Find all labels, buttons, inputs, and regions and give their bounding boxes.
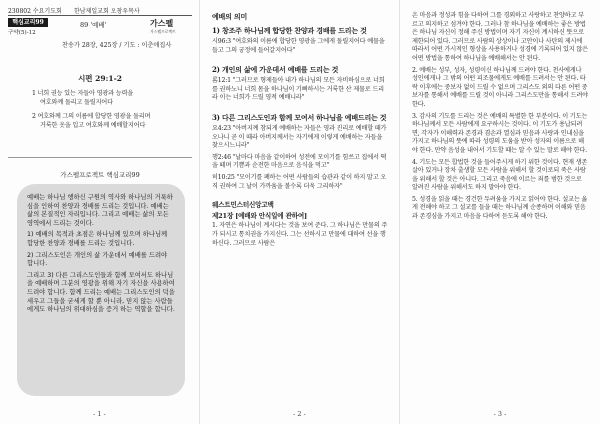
point-3-verse-3: 히10:25 "모이기를 폐하는 어떤 사람들의 습관과 같이 하지 말고 오직 권하여 그 날이 가까움을 볼수록 더욱 그리하자"	[212, 173, 387, 190]
service-date: 230802 수요기도회	[8, 8, 62, 15]
section-heading: 예배의 의미	[212, 12, 248, 21]
confession-paragraph-3: 3. 감사의 기도를 드리는 것은 예배의 특별한 한 부분이다. 이 기도는 하나님께서 모든 사람에게 요구하시는 것이다. 이 기도가 용납되려면, 각자가 이해력과 존경과 겸손과 열심과 믿음과 사랑과 인내심을 가지고 하나님의 뜻에 따라 성령의 도움을 받아 성자의 이름으로 해야 한다. 만약 음성을 내어서 기도할 때는 알 수 있는 말로 해야 한다.	[412, 112, 588, 154]
header-row	[8, 6, 192, 15]
point-2-verse: 롬12:1 "그러므로 형제들아 내가 하나님의 모든 자비하심으로 너희를 권하노니 너희 몸을 하나님이 기뻐하시는 거룩한 산 제물로 드리라 이는 너희가 드릴 영적 예배니라"	[212, 77, 385, 102]
logo-text: 가스펠	[150, 19, 174, 28]
catechism-point-3: 그리고 3) 다른 그리스도인들과 함께 모여서도 하나님을 예배하며 그분의 영광을 위해 자기 자신을 사용하여 드려야 합니다. 함께 드리는 예배는 그리스도인의 덕을 세우고 그들을 굳세게 할 뿐 아니라, 믿지 않는 사람들에게도 하나님의 위대하심을 증거 하는 역할을 합니다.	[27, 271, 175, 314]
point-3-verse-2: 행2:46 "날마다 마음을 같이하여 성전에 모이기를 힘쓰고 집에서 떡을 떼며 기쁨과 순전한 마음으로 음식을 먹고"	[212, 153, 387, 170]
hymn-line: 찬송가 28장, 425장 / 기도 : 이춘애집사	[62, 42, 172, 49]
confession-title: 웨스트민스터신앙고백	[212, 201, 274, 210]
section-divider	[8, 157, 192, 158]
page-3	[400, 0, 600, 424]
confession-text: 1. 자연은 하나님이 계시다는 것을 보여 준다. 그 하나님은 만물의 주가 되시고 통치권을 가지신다. 그는 선하시고 만물에 대하여 선을 행하신다. 그러므로 사람은	[212, 222, 388, 247]
scripture-reference: 시편 29:1-2	[78, 74, 122, 83]
header-divider	[8, 15, 192, 16]
page-3-content	[412, 12, 588, 225]
psalm-verse-2: 2 여호와께 그의 이름에 합당한 영광을 돌리며	[32, 113, 151, 121]
catechism-point-2: 2) 그리스도인은 개인의 삶 가운데서 예배를 드려야 합니다.	[27, 251, 168, 268]
confession-paragraph-5: 5. 성경을 읽을 때는 경건한 두려움을 가지고 읽어야 한다. 설교는 옳게 전해야 하고 그 설교를 들을 때는 하나님께 순종하며 이해와 믿음과 존경심을 가지고 마음을 다하여 듣도록 해야 한다.	[412, 195, 588, 221]
point-1-verse: 시96:3 "여호와의 이름에 합당한 영광을 그에게 돌릴지어다 예물을 들고 그의 궁정에 들어갈지어다"	[212, 38, 385, 54]
catechism-intro: 예배는 하나님 행하신 구원의 역사와 하나님의 거룩하심을 인하여 찬양과 경배를 드리는 것입니다. 예배는 삶의 본질적인 자리입니다. 그리고 예배는 삶의 모든 영역에서 드리는 것이다.	[27, 194, 173, 227]
point-3-verse-1: 요4:23 "아버지께 참되게 예배하는 자들은 영과 진리로 예배할 때가 오나니 곧 이 때라 아버지께서는 자기에게 이렇게 예배하는 자들을 찾으시느니라"	[212, 124, 387, 150]
logo-subtext: 가스펠프로젝트	[150, 29, 176, 34]
church-name: 한남제일교회 오창우목사	[74, 8, 140, 15]
confession-paragraph-2: 2. 예배는 성부, 성자, 성령이신 하나님께 드려야 한다. 천사에게나 성인에게나 그 밖의 어떤 피조물에게도 예배를 드려서는 안 된다. 타락 이후에는 중보자 없이 드릴 수 없으며 그리스도 외의 다른 어떤 중보자를 통해서 예배를 드릴 것이 아니라 그리스도만을 통해서 드려야 한다.	[412, 66, 588, 108]
catechism-box	[17, 184, 185, 396]
confession-chapter: 제21장 [예배와 안식일에 관하여]	[212, 211, 307, 220]
series-subtitle: 구약(5)-12	[8, 30, 36, 36]
scripture-text	[32, 90, 182, 136]
point-2-title: 2) 개인의 삶에 가운데서 예배를 드리는 것	[212, 65, 339, 75]
psalm-verse-1: 1 너희 권능 있는 자들아 영광과 능력을	[32, 90, 133, 97]
confession-paragraph-4: 4. 기도는 모든 합법한 것을 들어주시게 하기 위한 것이다. 현재 생존 살아 있거나 장차 출생할 모든 사람을 위해서 할 것이로되 죽은 사람을 위해서 할 것은 아니다. 그리고 죽음에 이르는 죄를 범한 것으로 알려진 사람을 위해서도 하지 말아야 한다.	[412, 158, 588, 192]
page-2	[200, 0, 400, 424]
psalm-verse-1-cont: 여호와께 돌리고 돌릴지어다	[40, 98, 113, 106]
point-3-title: 3) 다른 그리스도인과 함께 모여서 하나님을 예배드리는 것	[212, 112, 387, 122]
page-number: - 2 -	[293, 410, 306, 418]
page-number: - 3 -	[493, 410, 507, 418]
page-number: - 1 -	[93, 410, 106, 418]
catechism-title: 가스펠프로젝트 핵심교리99	[60, 171, 140, 179]
page-2-content	[212, 12, 388, 251]
gospel-project-logo	[150, 18, 192, 38]
confession-paragraph-1: 온 마음과 정성과 힘을 다하여 그를 경외하고 사랑하고 찬양하고 부르고 의지하고 섬겨야 한다. 그러나 참 하나님을 예배하는 좋은 방법은 하나님 자신이 정해 주신 방법이며 자기 자신이 계시하신 뜻으로 제한되어 있다. 그러므로 사람의 상상이나 고안이나 사탄의 제시에 따라서 어떤 가시적인 형상을 사용하거나 성경에 기록되어 있지 않은 어떤 방법을 통하여 하나님을 예배해서는 안 된다.	[412, 12, 588, 62]
page-1	[0, 0, 200, 424]
catechism-point-1: 1) 예배의 목적과 초점은 하나님께 있으며 하나님께 합당한 찬양과 경배를 드리는 것입니다.	[27, 231, 168, 247]
psalm-verse-2-cont: 거룩한 옷을 입고 여호와께 예배할지어다	[40, 121, 146, 129]
series-badge: 핵심교리99	[8, 18, 48, 27]
lesson-title: 89 '예배'	[80, 21, 107, 29]
point-1-title: 1) 창조주 하나님께 합당한 찬양과 경배를 드리는 것	[212, 26, 367, 35]
